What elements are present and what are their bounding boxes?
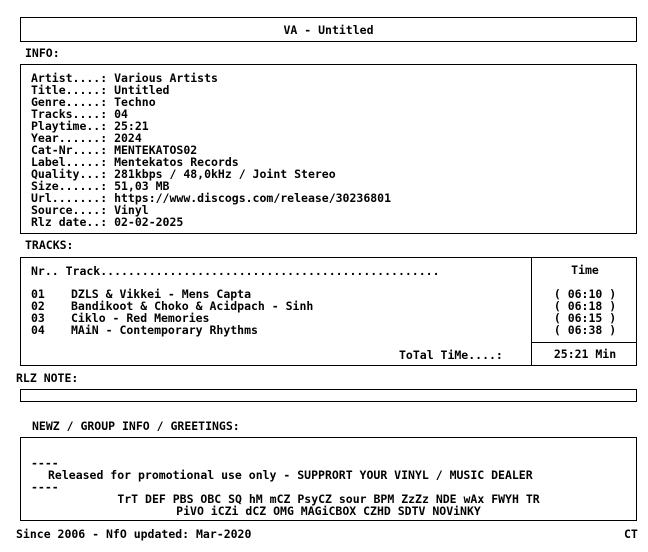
total-divider (531, 342, 636, 343)
total-time-label: ToTal TiMe....: (399, 348, 503, 362)
news-dash-top: ---- (31, 456, 59, 470)
tracks-heading: TRACKS: (25, 238, 74, 252)
greets-line-2: PiVO iCZi dCZ OMG MAGiCBOX CZHD SDTV NOViNKY (176, 504, 481, 518)
info-row: Cat-Nr....: MENTEKATOS02 (31, 143, 198, 157)
info-heading: INFO: (25, 46, 60, 60)
info-row: Genre.....: Techno (31, 95, 156, 109)
info-box (20, 64, 637, 234)
track-time: ( 06:38 ) (553, 323, 617, 337)
info-row: Rlz date..: 02-02-2025 (31, 215, 184, 229)
info-row: Artist....: Various Artists (31, 71, 218, 85)
track-title: DZLS & Vikkei - Mens Capta (71, 287, 252, 301)
track-number: 04 (31, 323, 45, 337)
track-time: ( 06:15 ) (553, 311, 617, 325)
info-row: Playtime..: 25:21 (31, 119, 149, 133)
footer-left: Since 2006 - NfO updated: Mar-2020 (16, 527, 252, 541)
track-time: ( 06:18 ) (553, 299, 617, 313)
track-row (21, 324, 636, 336)
info-row: Year......: 2024 (31, 131, 142, 145)
news-heading: NEWZ / GROUP INFO / GREETINGS: (32, 419, 240, 433)
info-row: Size......: 51,03 MB (31, 179, 170, 193)
track-title: MAiN - Contemporary Rhythms (71, 323, 258, 337)
rlz-note-heading: RLZ NOTE: (16, 371, 79, 385)
title-box (20, 17, 637, 42)
info-list (31, 72, 391, 228)
tracks-header-time: Time (571, 263, 599, 277)
info-row: Quality...: 281kbps / 48,0kHz / Joint Stereo (31, 167, 336, 181)
greets-line-1: TrT DEF PBS OBC SQ hM mCZ PsyCZ sour BPM ZzZz NDE wAx FWYH TR (117, 492, 540, 506)
rlz-note-box (20, 389, 637, 402)
info-row: Url.......: https://www.discogs.com/release/30236801 (31, 191, 392, 205)
info-row: Tracks....: 04 (31, 107, 128, 121)
track-number: 02 (31, 299, 45, 313)
track-title: Bandikoot & Choko & Acidpach - Sinh (71, 299, 314, 313)
tracks-header-left: Nr.. Track................................................. (31, 264, 440, 278)
track-number: 01 (31, 287, 45, 301)
tracks-box (20, 257, 637, 366)
track-title: Ciklo - Red Memories (71, 311, 210, 325)
footer-right: CT (624, 527, 638, 541)
info-row: Label.....: Mentekatos Records (31, 155, 239, 169)
track-list (21, 288, 636, 336)
info-row: Title.....: Untitled (31, 83, 170, 97)
total-time-value: 25:21 Min (553, 347, 617, 361)
track-time: ( 06:10 ) (553, 287, 617, 301)
news-message: Released for promotional use only - SUPPRORT YOUR VINYL / MUSIC DEALER (48, 468, 533, 482)
news-box (20, 437, 637, 521)
info-row: Source....: Vinyl (31, 203, 149, 217)
news-dash-bottom: ---- (31, 480, 59, 494)
page-title: VA - Untitled (283, 23, 374, 37)
track-number: 03 (31, 311, 45, 325)
